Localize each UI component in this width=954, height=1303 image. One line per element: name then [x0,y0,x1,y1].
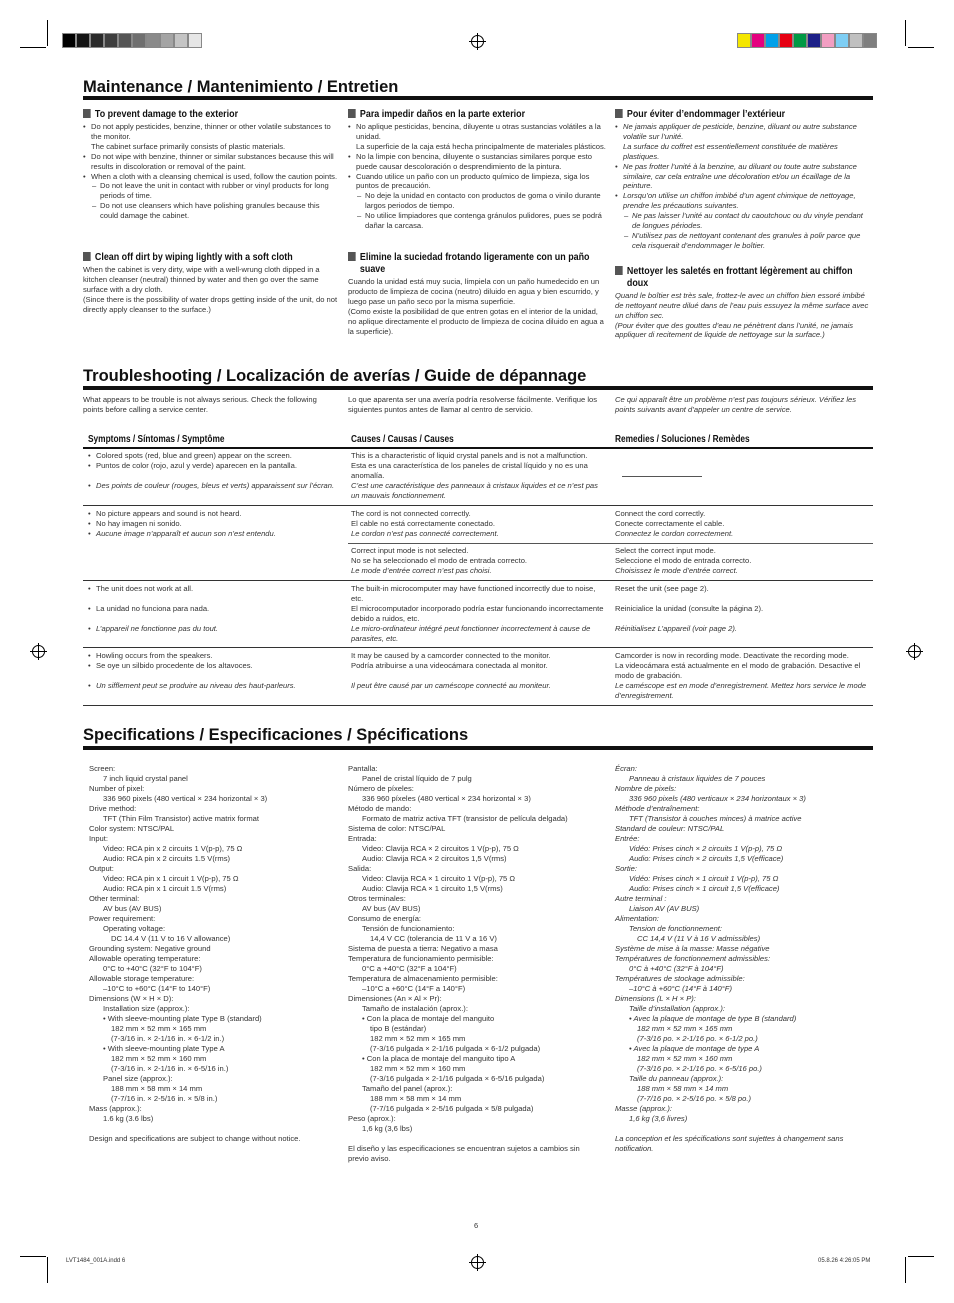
remedy-fr: Choisissez le mode d’entrée correct. [615,565,738,575]
cause-en: The built-in microcomputer may have functioned incorrectly due to noise, etc. [351,584,596,603]
color-swatch [174,33,188,48]
remedy-en: Connect the cord correctly. [615,509,706,518]
spec-line: CC 14,4 V (11 V à 16 V admissibles) [637,934,761,943]
specifications-rule [83,746,873,750]
spec-line: Salida: [348,864,372,873]
spec-line: • With sleeve-mounting plate Type B (standard) [103,1014,262,1023]
spec-line: 182 mm × 52 mm × 160 mm [370,1064,466,1073]
bullet-item: • Do not wipe with benzine, thinner or similar substances because this will results in discoloration or removal of the paint. [83,152,339,172]
subheading [83,108,301,120]
spec-line: 182 mm × 52 mm × 160 mm [637,1054,733,1063]
remedy-en: Select the correct input mode. [615,546,716,555]
crop-mark [905,1257,906,1283]
color-swatch [751,33,765,48]
symptom-fr: • Un sifflement peut se produire au niveau des haut-parleurs. [88,681,338,691]
spec-line: • Con la placa de montaje del manguito [362,1014,495,1023]
crop-mark [908,1256,934,1257]
subheading [615,108,834,120]
spec-line: Power requirement: [89,914,156,923]
spec-line: Temperatura de almacenamiento permisible: [348,974,498,983]
spec-line: Panneau à cristaux liquides de 7 pouces [629,774,766,783]
table-header-rule [83,447,873,449]
spec-line: –10°C à +60°C (14°F à 140°F) [629,984,732,993]
paragraph: (Since there is the possibility of water drops getting inside of the unit, do not directly apply cleanser to the surface.) [83,294,338,314]
spec-line: Panel size (approx.): [103,1074,173,1083]
troubleshooting-intro-fr: Ce qui apparaît être un problème n’est pas toujours sérieux. Vérifiez les points suivants avant d’appeler un centre de service. [615,395,857,414]
spec-line: Audio: RCA pin x 1 circuit 1.5 V(rms) [103,884,227,893]
spec-line: Standard de couleur: NTSC/PAL [615,824,725,833]
maintenance-fr-column [615,108,873,340]
color-swatch [849,33,863,48]
row-subdivider [348,543,873,544]
symptom-es: • No hay imagen ni sonido. [88,519,338,529]
specs-fr-column [615,764,873,1154]
spec-line: Sortie: [615,864,637,873]
spec-line: Sistema de color: NTSC/PAL [348,824,446,833]
spec-line: Entrée: [615,834,640,843]
remedy-fr: Connectez le cordon correctement. [615,528,734,538]
cause-es: El cable no está correctamente conectado. [351,518,495,528]
spec-line: Video: RCA pin x 2 circuits 1 V(p-p), 75 Ω [103,844,243,853]
spec-line: Audio: Clavija RCA × 2 circuitos 1,5 V(rms) [362,854,507,863]
dash-item: – Do not use cleansers which have polishing granules because this could damage the cabinet. [83,201,339,221]
column-header-symptoms: Symptoms / Síntomas / Symptôme [88,434,225,445]
square-bullet-icon [348,252,356,261]
spec-line: 14,4 V CC (tolerancia de 11 V a 16 V) [370,934,497,943]
bullet-item: • No la limpie con bencina, diluyente o sustancias similares porque esto puede causar descoloración o desprendimiento de la pintura. [348,152,608,172]
specs-en-column [89,764,339,1144]
spec-line: Video: RCA pin x 1 circuit 1 V(p-p), 75 Ω [103,874,239,883]
spec-line: AV bus (AV BUS) [362,904,421,913]
spec-line: Número de píxeles: [348,784,414,793]
troubleshooting-rule [83,386,873,390]
spec-line: Taille du panneau (approx.): [629,1074,724,1083]
spec-line: Installation size (approx.): [103,1004,190,1013]
crop-mark [905,20,906,46]
cause-es: No se ha seleccionado el modo de entrada correcto. [351,555,528,565]
spec-line: El diseño y las especificaciones se encuentran sujetos a cambios sin [348,1144,580,1153]
remedy-en: Camcorder is now in recording mode. Deactivate the recording mode. [615,651,849,660]
spec-line: Système de mise à la masse: Masse négative [615,944,770,953]
cause-en: The cord is not connected correctly. [351,509,471,518]
bullet-item: • Ne pas frotter l’unité à la benzine, au diluant ou toute autre substance similaire, car cela entraîne une décoloration et/ou un écaillage de la peinture. [615,162,873,192]
cause-cell [351,451,607,501]
spec-line: Video: Clavija RCA × 2 circuitos 1 V(p-p), 75 Ω [362,844,519,853]
color-swatch [118,33,132,48]
color-swatch [104,33,118,48]
symptom-fr: • Aucune image n’apparaît et aucun son n’est entendu. [88,529,338,539]
paragraph: When the cabinet is very dirty, wipe with a well-wrung cloth dipped in a kitchen cleanser (neutral) thinned by water and then go over the same surface with a dry cloth. [83,265,320,294]
table-row [88,651,338,691]
spec-line: 7 inch liquid crystal panel [103,774,188,783]
remedy-blank-line [622,476,702,477]
remedy-es: Conecte correctamente el cable. [615,518,725,528]
remedy-cell [615,509,873,539]
spec-line: Vidéo: Prises cinch × 2 circuits 1 V(p-p), 75 Ω [629,844,783,853]
dash-item: – Do not leave the unit in contact with rubber or vinyl products for long periods of time. [83,181,339,201]
subheading [348,108,569,120]
crop-mark [20,1256,46,1257]
spec-line: Alimentation: [615,914,659,923]
spec-line: 336 960 pixels (480 vertical × 234 horizontal × 3) [103,794,268,803]
subheading-text: Elimine la suciedad frotando ligeramente con un paño suave [359,250,590,275]
registration-mark-left [32,645,45,658]
column-header-causes: Causes / Causas / Causes [351,434,454,445]
color-swatch [146,33,160,48]
footer-timestamp: 05.8.26 4:26:05 PM [818,1258,871,1264]
spec-line: (7-7/16 in. × 2-5/16 in. × 5/8 in.) [111,1094,218,1103]
spec-line: Entrada: [348,834,377,843]
cause-en: This is a characteristic of liquid crystal panels and is not a malfunction. [351,451,588,460]
spec-line: Tamaño de instalación (aprox.): [362,1004,468,1013]
spec-line: Video: Clavija RCA × 1 circuito 1 V(p-p), 75 Ω [362,874,516,883]
spec-line: Audio: RCA pin x 2 circuits 1.5 V(rms) [103,854,231,863]
color-swatch [779,33,793,48]
registration-mark-bottom [471,1256,484,1269]
spec-line: tipo B (estándar) [370,1024,427,1033]
subheading [348,251,595,275]
spec-line: Tensión de funcionamiento: [362,924,455,933]
bullet-item: • Do not apply pesticides, benzine, thinner or other volatile substances to the monitor. The cabinet surface primarily consists of plastic materials. [83,122,339,152]
cause-es: Esta es una característica de los paneles de cristal líquido y no es una anomalía. [351,460,588,480]
symptom-en: • No picture appears and sound is not heard. [88,509,338,519]
gray-swatch-bar [62,33,202,48]
spec-line: (7-7/16 pulgada × 2-5/16 pulgada × 5/8 pulgada) [370,1104,534,1113]
troubleshooting-intro-en: What appears to be trouble is not always serious. Check the following points before calling a service center. [83,395,317,414]
spec-line: Number of pixel: [89,784,145,793]
specifications-title: Specifications / Especificaciones / Spécifications [83,726,469,744]
dash-item: – No deje la unidad en contacto con productos de goma o vinilo durante largos periodos de tiempo. [348,191,608,211]
subheading [615,265,862,289]
crop-mark [47,1257,48,1283]
cause-fr: Le cordon n’est pas connecté correctement. [351,528,499,538]
subheading-text: Pour éviter d’endommager l’extérieur [626,108,786,120]
dash-item: – N’utilisez pas de nettoyant contenant des granules à polir parce que cela risquerait d’endommager le boîtier. [615,231,873,251]
cause-cell [351,584,607,643]
spec-line [348,1134,608,1144]
square-bullet-icon [615,266,623,275]
color-swatch [807,33,821,48]
spec-line: 188 mm × 58 mm × 14 mm [370,1094,462,1103]
spec-line: (7-3/16 pulgada × 2-1/16 pulgada × 6-5/16 pulgada) [370,1074,545,1083]
spec-line: Input: [89,834,108,843]
spec-line: Nombre de pixels: [615,784,677,793]
crop-mark [20,47,46,48]
spec-line: Método de mando: [348,804,412,813]
footer-file-name: LVT1484_001A.indd 6 [66,1258,126,1264]
spec-line: Output: [89,864,114,873]
spec-line: (7-3/16 pulgada × 2-1/16 pulgada × 6-1/2 pulgada) [370,1044,541,1053]
cause-fr: C’est une caractéristique des panneaux à cristaux liquides et ce n’est pas un mauvais fonctionnement. [351,480,598,500]
symptom-en: • Howling occurs from the speakers. [88,651,338,661]
spec-line: notification. [615,1144,654,1153]
spec-line [89,1124,339,1134]
spec-line: 1,6 kg (3,6 lbs) [362,1124,413,1133]
spec-line: Peso (aprox.): [348,1114,396,1123]
remedy-en: Reset the unit (see page 2). [615,584,709,593]
color-swatch [793,33,807,48]
spec-line: (7-3/16 in. × 2-1/16 in. × 6-5/16 in.) [111,1064,229,1073]
symptom-fr: • Des points de couleur (rouges, bleus et verts) apparaissent sur l’écran. [88,481,338,491]
spec-line: Dimensiones (An × Al × Pr): [348,994,442,1003]
spec-line: Températures de stockage admissible: [615,974,745,983]
specs-es-column [348,764,608,1164]
cause-fr: Il peut être causé par un caméscope connecté au moniteur. [351,680,551,690]
spec-line: Masse (approx.): [615,1104,672,1113]
spec-line: Pantalla: [348,764,378,773]
square-bullet-icon [615,109,623,118]
remedy-es: Seleccione el modo de entrada correcto. [615,555,752,565]
color-swatch [835,33,849,48]
spec-line: Tamaño del panel (aprox.): [362,1084,453,1093]
spec-line: Tension de fonctionnement: [629,924,723,933]
color-swatch [76,33,90,48]
symptom-es: • Puntos de color (rojo, azul y verde) aparecen en la pantalla. [88,461,338,471]
remedy-es: Reinicialice la unidad (consulte la página 2). [615,603,764,613]
spec-line: 0°C to +40°C (32°F to 104°F) [103,964,202,973]
color-swatch [160,33,174,48]
remedy-cell [615,584,873,634]
spec-line: Formato de matriz activa TFT (transistor de película delgada) [362,814,568,823]
subheading-text: Clean off dirt by wiping lightly with a soft cloth [94,251,293,264]
spec-line: Screen: [89,764,116,773]
symptom-en: • Colored spots (red, blue and green) appear on the screen. [88,451,338,461]
spec-line: 0°C a +40°C (32°F a 104°F) [362,964,457,973]
spec-line: Audio: Prises cinch × 2 circuits 1,5 V(efficace) [629,854,784,863]
cause-cell [351,546,607,576]
spec-line: TFT (Thin Film Transistor) active matrix format [103,814,259,823]
paragraph: Quand le boîtier est très sale, frottez-le avec un chiffon bien essoré imbibé de nettoyant neutre dilué dans de l’eau puis essuyez la même surface avec un chiffon sec. [615,290,869,320]
spec-line: Design and specifications are subject to change without notice. [89,1134,301,1143]
spec-line: Allowable storage temperature: [89,974,195,983]
spec-line: 1,6 kg (3,6 livres) [629,1114,688,1123]
row-divider [83,580,873,581]
bullet-item: • No aplique pesticidas, bencina, diluyente u otras sustancias volátiles a la unidad. La superficie de la caja está hecha principalmente de materiales plásticos. [348,122,608,152]
spec-line: 182 mm × 52 mm × 165 mm [370,1034,466,1043]
cause-cell [351,509,607,539]
column-header-remedies: Remedies / Soluciones / Remèdes [615,434,750,445]
dash-item: – No utilice limpiadores que contenga gránulos pulidores, pues se podrá dañar la carcasa. [348,211,608,231]
spec-line: 182 mm × 52 mm × 165 mm [111,1024,207,1033]
square-bullet-icon [83,252,91,261]
spec-line: • Con la placa de montaje del manguito tipo A [362,1054,516,1063]
spec-line: Liaison AV (AV BUS) [629,904,700,913]
table-row [88,509,338,539]
symptom-es: • Se oye un silbido procedente de los altavoces. [88,661,338,671]
spec-line: 336 960 píxeles (480 vertical × 234 horizontal × 3) [362,794,531,803]
page-number: 6 [474,1221,479,1230]
spec-line: TFT (Transistor à couches minces) à matrice active [629,814,802,823]
spec-line: • Avec la plaque de montage de type A [629,1044,760,1053]
dash-item: – Ne pas laisser l’unité au contact du caoutchouc ou du vinyle pendant de longues périodes. [615,211,873,231]
registration-mark-right [908,645,921,658]
cause-fr: Le mode d’entrée correct n’est pas choisi. [351,565,492,575]
spec-line: Dimensions (L × H × P): [615,994,696,1003]
spec-line: Méthode d’entraînement: [615,804,700,813]
spec-line: Autre terminal : [615,894,667,903]
spec-line: previo aviso. [348,1154,391,1163]
bullet-item: • When a cloth with a cleansing chemical is used, follow the caution points. [83,172,339,182]
spec-line: (7-3/16 po. × 2-1/16 po. × 6-1/2 po.) [637,1034,758,1043]
spec-line [615,1124,873,1134]
crop-mark [47,20,48,46]
cause-cell [351,651,607,691]
bullet-item: • Cuando utilice un paño con un producto químico de limpieza, siga los puntos de precaución. [348,172,608,192]
spec-line: (7-3/16 po. × 2-1/16 po. × 6-5/16 po.) [637,1064,762,1073]
cause-es: El microcomputador incorporado podría estar funcionando incorrectamente debido a ruidos, etc. [351,603,604,623]
remedy-cell [615,651,873,701]
remedy-cell [615,546,873,576]
table-bottom-rule [83,705,873,706]
color-swatch [765,33,779,48]
color-swatch [90,33,104,48]
spec-line: Vidéo: Prises cinch × 1 circuit 1 V(p-p), 75 Ω [629,874,779,883]
spec-line: Otros terminales: [348,894,406,903]
spec-line: Audio: Clavija RCA × 1 circuito 1,5 V(rms) [362,884,503,893]
subheading-text: To prevent damage to the exterior [94,108,239,120]
maintenance-title: Maintenance / Mantenimiento / Entretien [83,78,399,96]
remedy-fr: Le caméscope est en mode d’enregistrement. Mettez hors service le mode d’enregistrement. [615,680,867,700]
spec-line: Other terminal: [89,894,140,903]
spec-line: 188 mm × 58 mm × 14 mm [637,1084,729,1093]
row-divider [83,505,873,506]
paragraph: Cuando la unidad está muy sucia, límpiela con un paño humedecido en un producto de limpieza de cocina (neutro) diluido en agua y bien escurrido, y luego pase un paño seco por la misma superficie. [348,276,600,306]
spec-line: La conception et les spécifications sont sujettes à changement sans [615,1134,844,1143]
symptom-fr: • L’appareil ne fonctionne pas du tout. [88,624,338,634]
color-swatch [863,33,877,48]
spec-line: Temperatura de funcionamiento permisible: [348,954,494,963]
maintenance-en-column [83,108,339,315]
spec-line: Taille d’installation (approx.): [629,1004,725,1013]
troubleshooting-intro-es: Lo que aparenta ser una avería podría resolverse fácilmente. Verifique los siguientes puntos antes de llamar al centro de servicio. [348,395,598,414]
color-swatch [62,33,76,48]
spec-line: 336 960 pixels (480 verticaux × 234 horizontaux × 3) [629,794,806,803]
spec-line: 182 mm × 52 mm × 165 mm [637,1024,733,1033]
spec-line: Drive method: [89,804,137,813]
subheading [83,251,301,263]
spec-line: 0°C à +40°C (32°F à 104°F) [629,964,724,973]
remedy-fr: Réinitialisez L’appareil (voir page 2). [615,623,737,633]
maintenance-rule [83,96,873,100]
paragraph: (Pour éviter que des gouttes d’eau ne pénètrent dans l’unité, ne jamais appliquer di recitement de liquide de nettoyage sur la surface.) [615,320,854,340]
spec-line: Operating voltage: [103,924,166,933]
square-bullet-icon [83,109,91,118]
square-bullet-icon [348,109,356,118]
cause-fr: Le micro-ordinateur intégré peut fonctionner incorrectement à cause de parasites, etc. [351,623,591,643]
paragraph: (Como existe la posibilidad de que entren gotas en el interior de la unidad, no aplique directamente el producto de limpieza de cocina diluido en agua a la superficie). [348,306,604,336]
bullet-item: • Lorsqu’on utilise un chiffon imbibé d’un agent chimique de nettoyage, prendre les précautions suivantes. [615,191,873,211]
crop-mark [908,47,934,48]
spec-line: Audio: Prises cinch × 1 circuit 1,5 V(efficace) [629,884,780,893]
spec-line: Consumo de energía: [348,914,422,923]
table-row [88,584,338,634]
spec-line: Dimensions (W × H × D): [89,994,174,1003]
spec-line: DC 14.4 V (11 V to 16 V allowance) [111,934,231,943]
spec-line: 1.6 kg (3.6 lbs) [103,1114,154,1123]
symptom-es: • La unidad no funciona para nada. [88,604,338,614]
spec-line: Mass (approx.): [89,1104,142,1113]
spec-line: 188 mm × 58 mm × 14 mm [111,1084,203,1093]
row-divider [83,647,873,648]
spec-line: Color system: NTSC/PAL [89,824,175,833]
spec-line: • With sleeve-mounting plate Type A [103,1044,225,1053]
cause-es: Podría atribuirse a una videocámara conectada al monitor. [351,660,548,670]
spec-line: –10°C to +60°C (14°F to 140°F) [103,984,211,993]
color-swatch-bar [737,33,877,48]
spec-line: Grounding system: Negative ground [89,944,211,953]
spec-line: AV bus (AV BUS) [103,904,162,913]
spec-line: Écran: [615,764,637,773]
spec-line: (7-7/16 po. × 2-5/16 po. × 5/8 po.) [637,1094,751,1103]
color-swatch [188,33,202,48]
troubleshooting-title: Troubleshooting / Localización de averías / Guide de dépannage [83,367,587,385]
color-swatch [132,33,146,48]
spec-line: 182 mm × 52 mm × 160 mm [111,1054,207,1063]
subheading-text: Para impedir daños en la parte exterior [359,108,526,120]
spec-line: (7-3/16 in. × 2-1/16 in. × 6-1/2 in.) [111,1034,225,1043]
spec-line: • Avec la plaque de montage de type B (standard) [629,1014,797,1023]
symptom-en: • The unit does not work at all. [88,584,338,594]
table-row [88,451,338,491]
spec-line: Allowable operating temperature: [89,954,201,963]
registration-mark-top [471,35,484,48]
spec-line: Températures de fonctionnement admissibles: [615,954,771,963]
remedy-es: La videocámara está actualmente en el modo de grabación. Desactive el modo de grabación. [615,660,861,680]
color-swatch [821,33,835,48]
spec-line: –10°C a +60°C (14°F a 140°F) [362,984,466,993]
maintenance-es-column [348,108,608,336]
spec-line: Sistema de puesta a tierra: Negativo a masa [348,944,498,953]
spec-line: Panel de cristal líquido de 7 pulg [362,774,472,783]
color-swatch [737,33,751,48]
subheading-text: Nettoyer les saletés en frottant légèrement au chiffon doux [626,264,853,289]
cause-en: It may be caused by a camcorder connected to the monitor. [351,651,551,660]
cause-en: Correct input mode is not selected. [351,546,469,555]
bullet-item: • Ne jamais appliquer de pesticide, benzine, diluant ou autre substance volatile sur l’unité. La surface du coffret est essentiellement constituée de matières plastiques. [615,122,873,162]
